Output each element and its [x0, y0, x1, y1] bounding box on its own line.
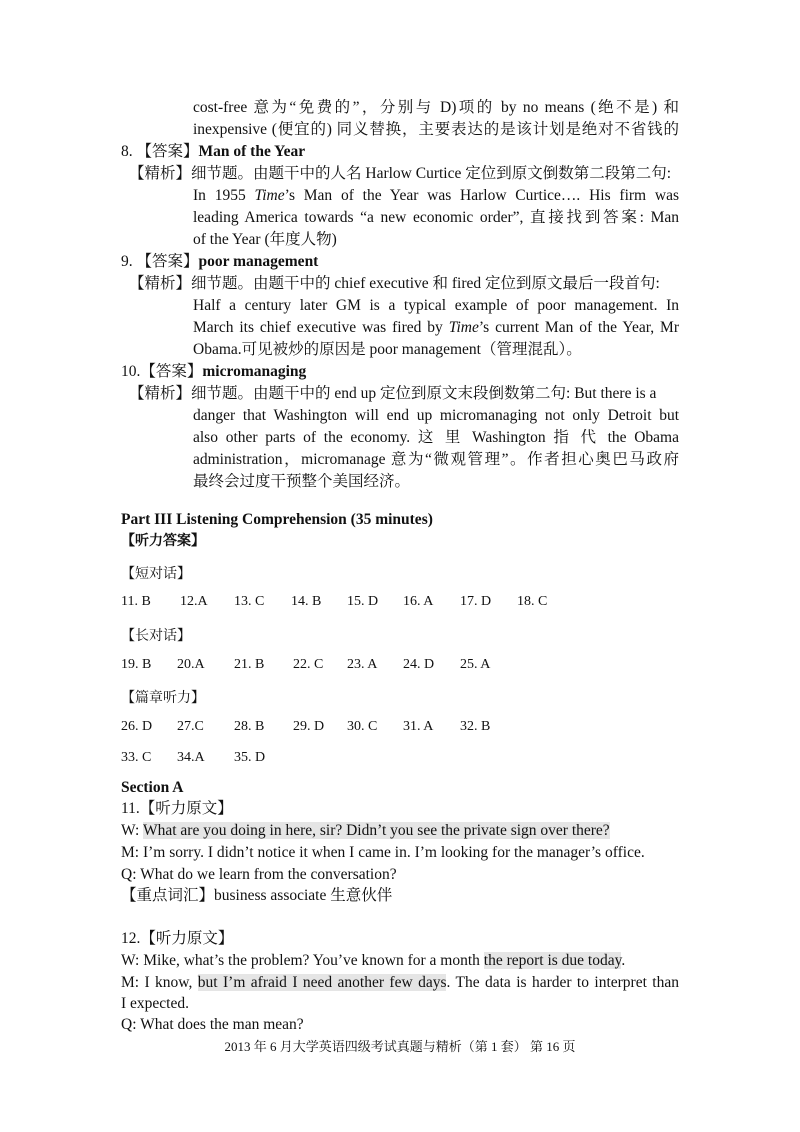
q10-analysis-text: 细节题。由题干中的 end up 定位到原文末段倒数第二句: But there is a: [191, 385, 657, 402]
answer-item: 28. B: [234, 719, 265, 734]
answer-item: 14. B: [291, 594, 322, 609]
q12-transcript-label: 12.【听力原文】: [121, 930, 234, 947]
page-footer: 2013 年 6 月大学英语四级考试真题与精析（第 1 套） 第 16 页: [224, 1039, 576, 1054]
answer-item: 23. A: [347, 657, 378, 672]
answer-item: 18. C: [517, 594, 548, 609]
answer-item: 20.A: [177, 657, 205, 672]
speaker-w-text: W: Mike, what’s the problem? You’ve known for a month: [121, 952, 484, 969]
answer-item: 33. C: [121, 750, 152, 765]
q10-analysis-line-3: also other parts of the economy. 这 里 Washington 指 代 the Obama: [193, 429, 679, 446]
q8-analysis-text: 细节题。由题干中的人名 Harlow Curtice 定位到原文倒数第二段第二句:: [191, 165, 672, 182]
speaker-w: W:: [121, 822, 143, 839]
answer-item: 12.A: [180, 594, 208, 609]
highlighted-text: What are you doing in here, sir? Didn’t you see the private sign over there?: [142, 822, 610, 839]
q8-answer: Man of the Year: [198, 143, 306, 160]
q10-analysis-line-4: administration，micromanage 意为“微观管理”。作者担心奥巴马政府: [193, 451, 679, 468]
answer-item: 11. B: [121, 594, 151, 609]
answer-item: 27.C: [177, 719, 204, 734]
short-dialogue-heading: 【短对话】: [121, 565, 191, 581]
highlighted-text: but I’m afraid I need another few days: [197, 974, 447, 991]
q8-text-b: ’s Man of the Year was Harlow Curtice…. His firm was: [284, 187, 679, 204]
q10-answer: micromanaging: [202, 363, 307, 380]
q7-analysis-line-2: inexpensive (便宜的) 同义替换，主要表达的是该计划是绝对不省钱的: [193, 121, 679, 138]
q9-answer-label: 【答案】: [136, 253, 199, 270]
q9-time-italic: Time: [448, 319, 479, 336]
long-dialogue-heading: 【长对话】: [121, 627, 191, 643]
listening-answers-heading: 【听力答案】: [121, 532, 205, 548]
q9-analysis-text: 细节题。由题干中的 chief executive 和 fired 定位到原文最后一段首句:: [191, 275, 660, 292]
answer-item: 22. C: [293, 657, 324, 672]
answer-item: 35. D: [234, 750, 266, 765]
q8-analysis-line-1: [129, 164, 671, 184]
q12-man-line: [121, 973, 679, 993]
answer-item: 30. C: [347, 719, 378, 734]
answer-item: 25. A: [460, 657, 491, 672]
q10-analysis-line-2: danger that Washington will end up micromanaging not only Detroit but: [193, 407, 679, 424]
q10-answer-line: [121, 362, 306, 382]
q9-text-b: ’s current Man of the Year, Mr: [478, 319, 679, 336]
highlighted-text: the report is due today: [483, 952, 622, 969]
q12-question-line: Q: What does the man mean?: [121, 1016, 304, 1033]
q9-answer: poor management: [198, 253, 319, 270]
q8-analysis-line-4: of the Year (年度人物): [193, 231, 337, 248]
answer-item: 19. B: [121, 657, 152, 672]
passage-listening-heading: 【篇章听力】: [121, 689, 205, 705]
q8-number: 8.: [121, 143, 133, 160]
q10-analysis-label: 【精析】: [129, 385, 192, 402]
section-a-title: Section A: [121, 779, 184, 796]
q7-analysis-line-1: cost-free 意为“免费的”，分别与 D)项的 by no means (绝不是) 和: [193, 99, 679, 116]
q11-man-line: M: I’m sorry. I didn’t notice it when I came in. I’m looking for the manager’s office.: [121, 844, 645, 861]
answer-item: 16. A: [403, 594, 434, 609]
part3-title: Part III Listening Comprehension (35 minutes): [121, 511, 433, 528]
q9-analysis-line-1: [129, 274, 660, 294]
q9-answer-line: [121, 252, 318, 272]
q8-answer-line: [121, 142, 305, 162]
q9-analysis-line-4: Obama.可见被炒的原因是 poor management（管理混乱）。: [193, 341, 582, 358]
q12-man-line-2: I expected.: [121, 995, 189, 1012]
period: .: [621, 952, 626, 969]
answer-item: 17. D: [460, 594, 492, 609]
q8-time-italic: Time: [254, 187, 285, 204]
q9-number: 9.: [121, 253, 133, 270]
answer-item: 32. B: [460, 719, 491, 734]
answer-item: 21. B: [234, 657, 265, 672]
q8-text-a: In 1955: [193, 187, 255, 204]
q9-analysis-label: 【精析】: [129, 275, 192, 292]
q8-analysis-label: 【精析】: [129, 165, 192, 182]
answer-item: 31. A: [403, 719, 434, 734]
answer-item: 24. D: [403, 657, 435, 672]
answer-item: 26. D: [121, 719, 153, 734]
answer-item: 15. D: [347, 594, 379, 609]
q9-analysis-line-2: Half a century later GM is a typical example of poor management. In: [193, 297, 679, 314]
q8-answer-label: 【答案】: [136, 143, 199, 160]
answer-item: 29. D: [293, 719, 325, 734]
q11-question-line: Q: What do we learn from the conversation?: [121, 866, 397, 883]
q9-analysis-line-3: [193, 318, 679, 338]
speaker-m-text: M: I know,: [121, 974, 198, 991]
q8-analysis-line-2: [193, 186, 679, 206]
answer-item: 34.A: [177, 750, 205, 765]
q10-answer-label: 【答案】: [140, 363, 203, 380]
q11-woman-line: [121, 821, 610, 841]
q10-number: 10.: [121, 363, 141, 380]
q10-analysis-line-5: 最终会过度干预整个美国经济。: [193, 473, 411, 490]
q12-woman-line: [121, 951, 625, 971]
q10-analysis-line-1: [129, 384, 656, 404]
speaker-m-text-rest: . The data is harder to interpret than: [446, 974, 679, 991]
q11-vocabulary: 【重点词汇】business associate 生意伙伴: [121, 887, 393, 904]
q8-analysis-line-3: leading America towards “a new economic order”, 直接找到答案: Man: [193, 209, 679, 226]
q9-text-a: March its chief executive was fired by: [193, 319, 449, 336]
answer-item: 13. C: [234, 594, 265, 609]
q11-transcript-label: 11.【听力原文】: [121, 800, 233, 817]
